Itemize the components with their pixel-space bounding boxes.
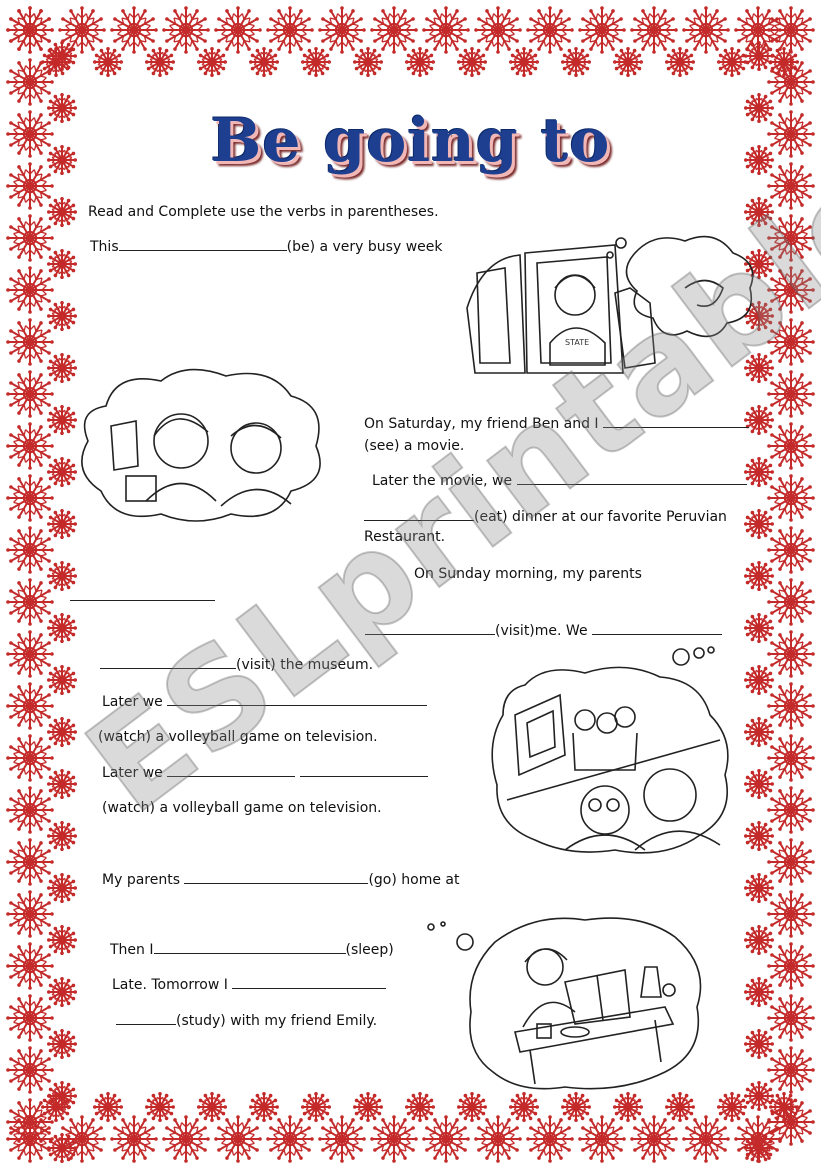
snowflake-ornament: [6, 474, 54, 522]
snowflake-ornament: [767, 474, 815, 522]
snowflake-ornament: [767, 266, 815, 314]
instructions: Read and Complete use the verbs in parentheses.: [88, 204, 439, 220]
answer-blank[interactable]: [116, 1012, 176, 1025]
snowflake-ornament: [318, 6, 366, 54]
snowflake-ornament: [526, 1115, 574, 1163]
snowflake-ornament: [249, 1092, 279, 1122]
snowflake-ornament: [47, 457, 77, 487]
snowflake-ornament: [744, 769, 774, 799]
snowflake-ornament: [370, 1115, 418, 1163]
snowflake-ornament: [110, 6, 158, 54]
snowflake-ornament: [457, 47, 487, 77]
snowflake-ornament: [630, 1115, 678, 1163]
snowflake-ornament: [214, 6, 262, 54]
snowflake-ornament: [744, 977, 774, 1007]
sentence-11: (watch) a volleyball game on television.: [98, 729, 378, 745]
snowflake-ornament: [509, 47, 539, 77]
snowflake-ornament: [214, 1115, 262, 1163]
snowflake-ornament: [47, 249, 77, 279]
illustration-woman-reading: [425, 912, 710, 1094]
snowflake-ornament: [6, 6, 54, 54]
sentence-2: [364, 415, 749, 433]
snowflake-ornament: [682, 1115, 730, 1163]
text: Later we: [102, 694, 163, 710]
text: (visit)me. We: [495, 623, 588, 639]
snowflake-ornament: [6, 578, 54, 626]
sentence-3: (see) a movie.: [364, 438, 465, 454]
answer-blank[interactable]: [603, 415, 749, 428]
answer-blank[interactable]: [167, 764, 295, 777]
sentence-7-blank: [70, 588, 215, 606]
snowflake-ornament: [6, 266, 54, 314]
snowflake-ornament: [6, 786, 54, 834]
snowflake-ornament: [744, 197, 774, 227]
snowflake-ornament: [744, 665, 774, 695]
snowflake-ornament: [744, 717, 774, 747]
snowflake-ornament: [47, 717, 77, 747]
snowflake-ornament: [110, 1115, 158, 1163]
snowflake-ornament: [767, 786, 815, 834]
snowflake-ornament: [744, 873, 774, 903]
snowflake-ornament: [744, 821, 774, 851]
text: Later the movie, we: [372, 473, 513, 489]
snowflake-ornament: [162, 6, 210, 54]
snowflake-ornament: [6, 994, 54, 1042]
snowflake-ornament: [665, 1092, 695, 1122]
snowflake-ornament: [370, 6, 418, 54]
snowflake-ornament: [6, 838, 54, 886]
page-title: Be going to: [210, 106, 611, 176]
snowflake-ornament: [93, 47, 123, 77]
sentence-13: (watch) a volleyball game on television.: [102, 800, 382, 816]
sentence-1: [90, 238, 442, 256]
snowflake-ornament: [744, 925, 774, 955]
answer-blank[interactable]: [365, 622, 495, 635]
snowflake-ornament: [145, 1092, 175, 1122]
illustration-friends-at-movie: [76, 366, 334, 526]
snowflake-ornament: [744, 613, 774, 643]
illustration-girl-on-bus: [465, 233, 760, 378]
snowflake-ornament: [47, 769, 77, 799]
answer-blank[interactable]: [592, 622, 722, 635]
snowflake-ornament: [6, 734, 54, 782]
watermark: ESLprintables.com: [60, 0, 821, 843]
snowflake-ornament: [93, 1092, 123, 1122]
snowflake-ornament: [717, 1092, 747, 1122]
text: (eat) dinner at our favorite Peruvian: [474, 509, 727, 525]
snowflake-ornament: [6, 942, 54, 990]
snowflake-ornament: [767, 370, 815, 418]
sentence-4: [372, 472, 747, 490]
snowflake-ornament: [197, 1092, 227, 1122]
snowflake-ornament: [6, 422, 54, 470]
snowflake-ornament: [767, 526, 815, 574]
answer-blank[interactable]: [184, 871, 368, 884]
answer-blank[interactable]: [154, 941, 346, 954]
answer-blank[interactable]: [119, 238, 287, 251]
snowflake-ornament: [767, 630, 815, 678]
snowflake-ornament: [767, 214, 815, 262]
snowflake-ornament: [47, 509, 77, 539]
snowflake-ornament: [145, 47, 175, 77]
text: (be) a very busy week: [286, 239, 443, 255]
snowflake-ornament: [318, 1115, 366, 1163]
text: (go) home at: [368, 872, 460, 888]
answer-blank[interactable]: [517, 472, 747, 485]
snowflake-ornament: [6, 630, 54, 678]
snowflake-ornament: [665, 47, 695, 77]
text: (study) with my friend Emily.: [176, 1013, 378, 1029]
snowflake-ornament: [457, 1092, 487, 1122]
snowflake-ornament: [301, 1092, 331, 1122]
snowflake-ornament: [6, 526, 54, 574]
snowflake-ornament: [6, 682, 54, 730]
snowflake-ornament: [767, 994, 815, 1042]
snowflake-ornament: [613, 1092, 643, 1122]
answer-blank[interactable]: [300, 764, 428, 777]
snowflake-ornament: [6, 890, 54, 938]
sentence-8: [365, 622, 722, 640]
snowflake-ornament: [744, 457, 774, 487]
text: (sleep): [345, 942, 394, 958]
sentence-7: On Sunday morning, my parents: [414, 566, 642, 582]
snowflake-ornament: [266, 1115, 314, 1163]
text: (visit) the museum.: [236, 657, 374, 673]
snowflake-ornament: [767, 682, 815, 730]
snowflake-ornament: [767, 890, 815, 938]
snowflake-ornament: [767, 578, 815, 626]
snowflake-ornament: [405, 1092, 435, 1122]
snowflake-ornament: [47, 925, 77, 955]
snowflake-ornament: [767, 422, 815, 470]
answer-blank[interactable]: [232, 976, 386, 989]
answer-blank[interactable]: [364, 508, 474, 521]
sentence-10: [102, 693, 427, 711]
snowflake-ornament: [526, 6, 574, 54]
snowflake-ornament: [767, 942, 815, 990]
snowflake-ornament: [6, 318, 54, 366]
snowflake-ornament: [47, 561, 77, 591]
snowflake-ornament: [422, 6, 470, 54]
text: Then I: [110, 942, 154, 958]
snowflake-ornament: [47, 405, 77, 435]
sentence-17: [116, 1012, 377, 1030]
snowflake-ornament: [509, 1092, 539, 1122]
sentence-5: [364, 508, 727, 526]
snowflake-ornament: [630, 6, 678, 54]
snowflake-ornament: [249, 47, 279, 77]
answer-blank[interactable]: [70, 588, 215, 601]
snowflake-ornament: [266, 6, 314, 54]
snowflake-ornament: [561, 47, 591, 77]
snowflake-ornament: [47, 977, 77, 1007]
snowflake-ornament: [744, 561, 774, 591]
sentence-12: [102, 764, 428, 782]
sentence-14: [102, 871, 460, 889]
snowflake-ornament: [47, 1029, 77, 1059]
snowflake-ornament: [353, 1092, 383, 1122]
snowflake-ornament: [744, 1029, 774, 1059]
snowflake-ornament: [47, 197, 77, 227]
sentence-15: [110, 941, 394, 959]
snowflake-ornament: [578, 6, 626, 54]
snowflake-ornament: [301, 47, 331, 77]
snowflake-ornament: [47, 873, 77, 903]
snowflake-ornament: [744, 509, 774, 539]
snowflake-ornament: [767, 838, 815, 886]
snowflake-ornament: [767, 318, 815, 366]
snowflake-ornament: [767, 1046, 815, 1094]
snowflake-ornament: [6, 214, 54, 262]
snowflake-ornament: [682, 6, 730, 54]
text: Later we: [102, 765, 163, 781]
snowflake-ornament: [6, 370, 54, 418]
snowflake-ornament: [613, 47, 643, 77]
sentence-6: Restaurant.: [364, 529, 446, 545]
illustration-parents-museum: [485, 645, 745, 860]
answer-blank[interactable]: [167, 693, 427, 706]
snowflake-ornament: [422, 1115, 470, 1163]
snowflake-ornament: [561, 1092, 591, 1122]
snowflake-ornament: [474, 6, 522, 54]
snowflake-ornament: [353, 47, 383, 77]
snowflake-ornament: [405, 47, 435, 77]
answer-blank[interactable]: [100, 656, 236, 669]
snowflake-ornament: [47, 301, 77, 331]
sentence-16: [112, 976, 386, 994]
snowflake-ornament: [197, 47, 227, 77]
text: My parents: [102, 872, 180, 888]
snowflake-ornament: [474, 1115, 522, 1163]
text: Late. Tomorrow I: [112, 977, 228, 993]
snowflake-ornament: [162, 1115, 210, 1163]
snowflake-ornament: [47, 613, 77, 643]
snowflake-ornament: [47, 821, 77, 851]
snowflake-ornament: [767, 6, 815, 54]
sentence-9: [100, 656, 373, 674]
snowflake-ornament: [767, 734, 815, 782]
snowflake-ornament: [47, 353, 77, 383]
snowflake-ornament: [6, 1046, 54, 1094]
text: This: [90, 239, 119, 255]
snowflake-ornament: [717, 47, 747, 77]
snowflake-ornament: [47, 665, 77, 695]
snowflake-ornament: [578, 1115, 626, 1163]
text: On Saturday, my friend Ben and I: [364, 416, 599, 432]
